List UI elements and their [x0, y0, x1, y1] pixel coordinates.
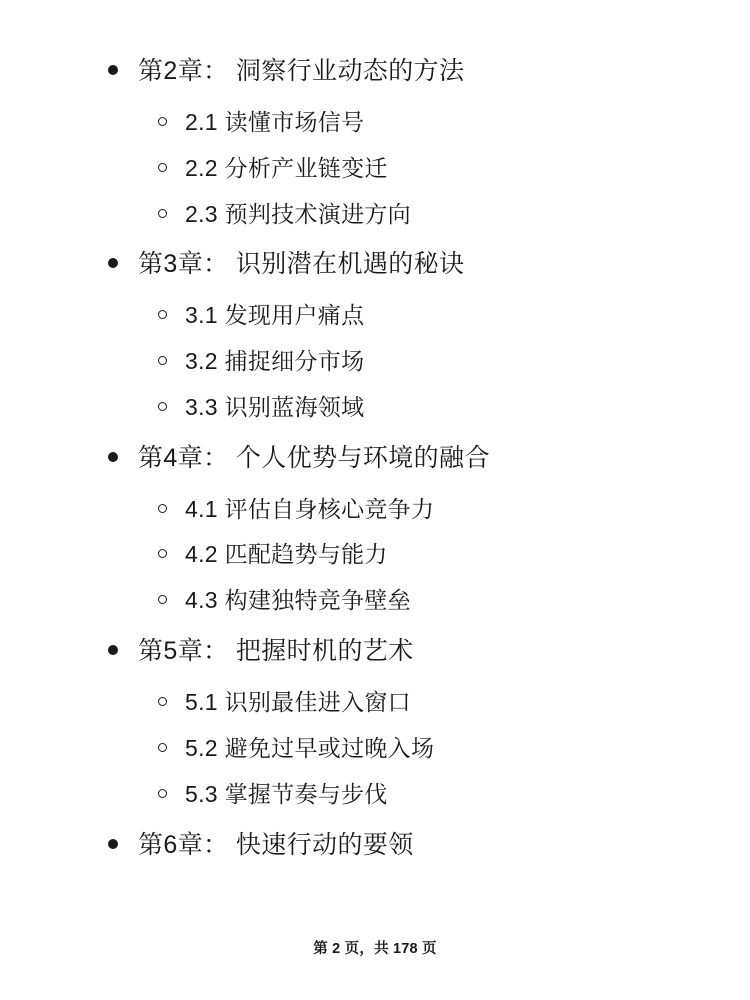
- toc-section-entry[interactable]: [40, 385, 710, 431]
- bullet-filled-icon: [108, 65, 118, 75]
- toc-section-label: 3.3 识别蓝海领域: [185, 393, 365, 420]
- toc-chapter-entry[interactable]: [40, 44, 710, 100]
- bullet-hollow-icon: [158, 743, 167, 752]
- bullet-hollow-icon: [158, 310, 167, 319]
- toc-chapter-entry[interactable]: [40, 624, 710, 680]
- toc-section-entry[interactable]: [40, 146, 710, 192]
- bullet-filled-icon: [108, 839, 118, 849]
- toc-chapter-label: 第2章： 洞察行业动态的方法: [138, 57, 465, 85]
- bullet-hollow-icon: [158, 789, 167, 798]
- toc-section-list: [40, 487, 710, 625]
- toc-section-label: 4.3 构建独特竞争壁垒: [185, 587, 411, 614]
- bullet-hollow-icon: [158, 163, 167, 172]
- toc-section-label: 2.1 读懂市场信号: [185, 108, 365, 135]
- toc-section-label: 5.3 掌握节奏与步伐: [185, 780, 388, 807]
- toc-section-label: 5.2 避免过早或过晚入场: [185, 734, 435, 761]
- bullet-hollow-icon: [158, 356, 167, 365]
- table-of-contents: [40, 44, 710, 873]
- toc-section-label: 3.1 发现用户痛点: [185, 302, 365, 329]
- bullet-hollow-icon: [158, 697, 167, 706]
- toc-section-entry[interactable]: [40, 487, 710, 533]
- toc-section-list: [40, 680, 710, 818]
- bullet-hollow-icon: [158, 402, 167, 411]
- toc-section-entry[interactable]: [40, 293, 710, 339]
- bullet-hollow-icon: [158, 595, 167, 604]
- toc-chapter-entry[interactable]: [40, 818, 710, 874]
- toc-chapter-label: 第6章： 快速行动的要领: [138, 830, 414, 859]
- bullet-hollow-icon: [158, 117, 167, 126]
- bullet-hollow-icon: [158, 549, 167, 558]
- toc-section-label: 5.1 识别最佳进入窗口: [185, 689, 411, 716]
- toc-chapter-label: 第4章： 个人优势与环境的融合: [138, 443, 490, 472]
- bullet-filled-icon: [108, 645, 118, 655]
- toc-section-label: 2.2 分析产业链变迁: [185, 154, 388, 181]
- toc-chapter-label: 第5章： 把握时机的艺术: [138, 637, 414, 666]
- toc-section-label: 4.2 匹配趋势与能力: [185, 541, 388, 568]
- toc-chapter-entry[interactable]: [40, 237, 710, 293]
- bullet-filled-icon: [108, 452, 118, 462]
- toc-section-entry[interactable]: [40, 578, 710, 624]
- toc-section-label: 2.3 预判技术演进方向: [185, 200, 411, 227]
- bullet-hollow-icon: [158, 504, 167, 513]
- bullet-filled-icon: [108, 258, 118, 268]
- toc-chapter-entry[interactable]: [40, 431, 710, 487]
- bullet-hollow-icon: [158, 209, 167, 218]
- toc-section-entry[interactable]: [40, 680, 710, 726]
- toc-section-list: [40, 293, 710, 431]
- toc-chapter: [40, 44, 710, 237]
- toc-section-label: 3.2 捕捉细分市场: [185, 348, 365, 375]
- toc-chapter: [40, 237, 710, 430]
- toc-chapter: [40, 624, 710, 817]
- toc-section-list: [40, 100, 710, 238]
- toc-chapter: [40, 818, 710, 874]
- toc-section-entry[interactable]: [40, 726, 710, 772]
- toc-section-entry[interactable]: [40, 339, 710, 385]
- page-footer: 第 2 页，共 178 页: [313, 941, 437, 957]
- toc-chapter: [40, 431, 710, 624]
- toc-section-entry[interactable]: [40, 100, 710, 146]
- toc-chapter-label: 第3章： 识别潜在机遇的秘诀: [138, 250, 465, 279]
- toc-section-entry[interactable]: [40, 772, 710, 818]
- toc-section-entry[interactable]: [40, 532, 710, 578]
- toc-section-entry[interactable]: [40, 192, 710, 238]
- toc-section-label: 4.1 评估自身核心竞争力: [185, 495, 435, 522]
